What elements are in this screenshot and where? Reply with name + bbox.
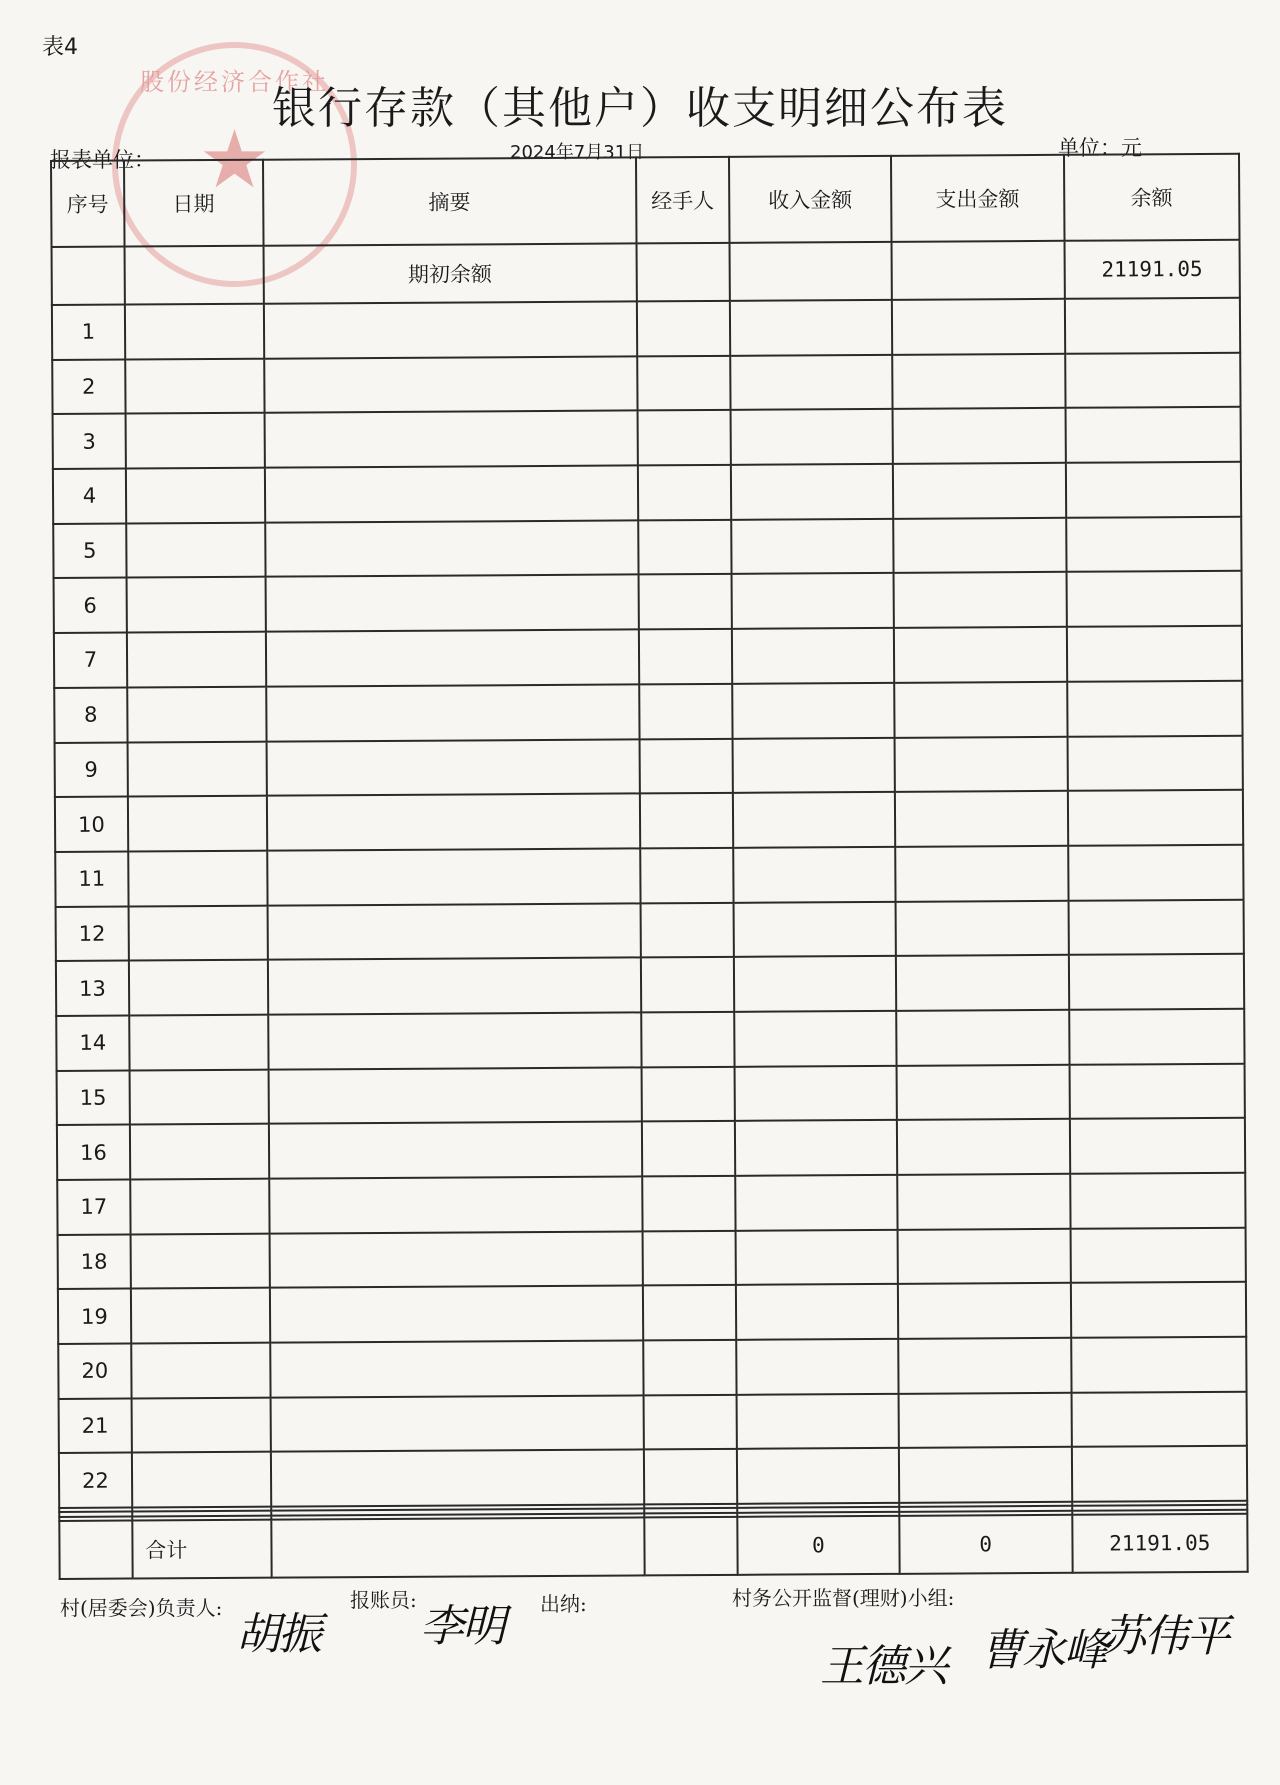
row-seq: 12	[56, 906, 129, 961]
cell	[269, 1122, 643, 1179]
cell	[644, 1449, 738, 1504]
cell	[1069, 954, 1245, 1010]
cell	[270, 1395, 644, 1452]
row-seq: 9	[55, 742, 128, 797]
cell	[1065, 298, 1241, 354]
table-row	[55, 735, 1243, 797]
cell	[894, 627, 1067, 683]
cell	[128, 905, 267, 961]
cell	[1068, 899, 1244, 955]
cell	[266, 684, 640, 741]
total-label: 合计	[132, 1520, 271, 1579]
leader-label: 村(居委会)负责人:	[60, 1596, 223, 1620]
cell	[637, 356, 731, 411]
supervisor-signature-3: 苏伟平	[1102, 1611, 1228, 1662]
table-row	[52, 352, 1240, 414]
cell	[1067, 735, 1243, 791]
cell	[640, 793, 734, 848]
cell	[1071, 1337, 1247, 1393]
cell	[126, 522, 265, 578]
cell	[1067, 681, 1243, 737]
cell	[642, 1121, 736, 1176]
cell	[267, 903, 641, 960]
cell	[732, 573, 894, 629]
cell	[896, 1064, 1069, 1120]
cell	[893, 572, 1066, 628]
cell	[733, 737, 895, 793]
cell	[736, 1339, 898, 1395]
cell	[127, 687, 266, 743]
cell	[265, 575, 639, 632]
row-seq: 19	[58, 1289, 131, 1344]
cashier-label: 出纳:	[540, 1592, 587, 1616]
cell	[897, 1228, 1070, 1284]
accountant-label: 报账员:	[350, 1588, 417, 1612]
cell	[892, 408, 1065, 464]
cell	[896, 955, 1069, 1011]
seal-star-icon: ★	[198, 113, 271, 206]
cell	[641, 957, 735, 1012]
cell	[643, 1395, 737, 1450]
cell	[59, 1521, 132, 1579]
cell	[1065, 407, 1241, 463]
cell	[732, 628, 894, 684]
row-seq: 3	[53, 414, 126, 469]
cell	[266, 739, 640, 796]
total-expense: 0	[899, 1515, 1072, 1574]
table-row	[59, 1391, 1247, 1453]
table-row	[52, 298, 1240, 360]
table-row	[54, 681, 1242, 743]
cell	[642, 1176, 736, 1231]
cell	[1071, 1391, 1247, 1447]
supervisor-signature-1: 王德兴	[820, 1641, 946, 1692]
cell	[127, 632, 266, 688]
cell	[127, 741, 266, 797]
cell	[731, 519, 893, 575]
col-header-income: 收入金额	[729, 156, 891, 243]
cell	[735, 1065, 897, 1121]
cell	[125, 358, 264, 414]
col-header-balance: 余额	[1064, 154, 1240, 241]
cell	[265, 520, 639, 577]
report-unit-label: 报表单位：	[50, 148, 155, 172]
cell	[638, 574, 732, 629]
row-seq: 2	[52, 359, 125, 414]
cell	[730, 300, 892, 356]
cell	[636, 243, 730, 302]
cell	[735, 1175, 897, 1231]
cell	[131, 1288, 270, 1344]
supervisor-label: 村务公开监督(理财)小组:	[732, 1586, 955, 1610]
cell	[893, 463, 1066, 519]
table-row	[54, 571, 1242, 633]
cell	[734, 956, 896, 1012]
cell	[1070, 1227, 1246, 1283]
cell	[1069, 1009, 1245, 1065]
opening-summary: 期初余额	[263, 243, 637, 303]
table-row	[53, 407, 1241, 469]
row-seq: 15	[57, 1070, 130, 1125]
cell	[1065, 352, 1241, 408]
table-row	[57, 1063, 1245, 1125]
table-row	[57, 1118, 1245, 1180]
cell	[125, 413, 264, 469]
cell	[125, 304, 264, 360]
cell	[638, 465, 732, 520]
cell	[268, 1012, 642, 1069]
row-seq: 21	[59, 1398, 132, 1453]
row-seq: 18	[58, 1234, 131, 1289]
cell	[733, 847, 895, 903]
cell	[130, 1233, 269, 1289]
cell	[264, 301, 638, 358]
cell	[639, 738, 733, 793]
form-number: 表4	[42, 35, 78, 60]
cell	[737, 1394, 899, 1450]
currency-unit: 单位：元	[1058, 136, 1142, 160]
cell	[1067, 626, 1243, 682]
supervisor-signature-2: 曹永峰	[980, 1625, 1106, 1676]
report-date: 2024年7月31日	[510, 142, 645, 163]
cell	[131, 1397, 270, 1453]
table-row	[56, 899, 1244, 961]
cell	[271, 1517, 645, 1577]
row-seq: 8	[54, 687, 127, 742]
cell	[899, 1447, 1072, 1503]
cell	[129, 1069, 268, 1125]
table-row	[59, 1446, 1247, 1508]
row-seq: 7	[54, 633, 127, 688]
row-seq: 20	[58, 1344, 131, 1399]
opening-balance: 21191.05	[1064, 240, 1240, 299]
table-row	[53, 516, 1241, 578]
cell	[270, 1286, 644, 1343]
table-row	[55, 845, 1243, 907]
cell	[266, 630, 640, 687]
table-row	[54, 626, 1242, 688]
row-seq: 14	[56, 1015, 129, 1070]
cell	[731, 409, 893, 465]
cell	[1070, 1118, 1246, 1174]
seal-text: 股份经济合作社	[140, 68, 329, 96]
page-title: 银行存款（其他户）收支明细公布表	[272, 83, 1008, 134]
cell	[894, 682, 1067, 738]
cell	[271, 1450, 645, 1507]
table-row	[58, 1282, 1246, 1344]
cell	[896, 1010, 1069, 1066]
total-income: 0	[737, 1516, 899, 1575]
cell	[265, 465, 639, 522]
cell	[131, 1343, 270, 1399]
cell	[898, 1283, 1071, 1339]
cell	[264, 356, 638, 413]
cell	[124, 246, 263, 305]
cell	[732, 683, 894, 739]
cell	[640, 848, 734, 903]
cell	[895, 791, 1068, 847]
cell	[639, 684, 733, 739]
cell	[130, 1179, 269, 1235]
cell	[734, 901, 896, 957]
cell	[641, 1066, 735, 1121]
cell	[897, 1174, 1070, 1230]
cell	[1066, 571, 1242, 627]
leader-signature: 胡振	[236, 1609, 320, 1660]
cell	[126, 468, 265, 524]
row-seq: 5	[53, 523, 126, 578]
cell	[128, 851, 267, 907]
accountant-signature: 李明	[420, 1601, 504, 1652]
cell	[642, 1231, 736, 1286]
cell	[264, 411, 638, 468]
cell	[268, 1067, 642, 1124]
cell	[644, 1517, 738, 1576]
cell	[730, 242, 892, 301]
table-row	[55, 790, 1243, 852]
cell	[892, 299, 1065, 355]
cell	[130, 1124, 269, 1180]
cell	[891, 241, 1064, 300]
cell	[129, 960, 268, 1016]
cell	[126, 577, 265, 633]
cell	[737, 1448, 899, 1504]
cell	[637, 301, 731, 356]
table-row	[58, 1337, 1246, 1399]
cell	[638, 520, 732, 575]
table-row	[57, 1173, 1245, 1235]
cell	[1070, 1173, 1246, 1229]
cell	[893, 518, 1066, 574]
row-seq: 11	[55, 851, 128, 906]
cell	[733, 792, 895, 848]
cell	[1066, 516, 1242, 572]
cell	[730, 355, 892, 411]
cell	[736, 1230, 898, 1286]
cell	[267, 848, 641, 905]
row-seq: 4	[53, 469, 126, 524]
table-row	[56, 1009, 1244, 1071]
total-balance: 21191.05	[1072, 1514, 1248, 1573]
cell	[734, 1011, 896, 1067]
cell	[129, 1015, 268, 1071]
cell	[639, 629, 733, 684]
row-seq: 13	[56, 961, 129, 1016]
col-header-date: 日期	[124, 160, 263, 247]
cell	[640, 902, 734, 957]
col-header-summary: 摘要	[263, 157, 637, 245]
row-seq: 16	[57, 1125, 130, 1180]
cell	[641, 1012, 735, 1067]
cell	[269, 1176, 643, 1233]
cell	[735, 1120, 897, 1176]
cell	[897, 1119, 1070, 1175]
cell	[267, 794, 641, 851]
table-row	[53, 462, 1241, 524]
cell	[892, 353, 1065, 409]
row-seq: 6	[54, 578, 127, 633]
row-seq: 10	[55, 797, 128, 852]
ledger-table	[50, 153, 1249, 1580]
cell	[898, 1338, 1071, 1394]
cell	[1072, 1446, 1248, 1502]
cell	[268, 958, 642, 1015]
cell	[643, 1340, 737, 1395]
cell	[895, 846, 1068, 902]
header-row	[51, 154, 1240, 247]
table-row	[58, 1227, 1246, 1289]
cell	[1069, 1063, 1245, 1119]
cell	[736, 1284, 898, 1340]
cell	[1068, 790, 1244, 846]
total-row	[59, 1514, 1247, 1579]
cell	[128, 796, 267, 852]
cell	[731, 464, 893, 520]
table-row	[56, 954, 1244, 1016]
row-seq: 17	[57, 1180, 130, 1235]
cell	[894, 736, 1067, 792]
cell	[898, 1393, 1071, 1449]
col-header-handler: 经手人	[636, 157, 730, 244]
cell	[1066, 462, 1242, 518]
cell	[1068, 845, 1244, 901]
cell	[269, 1231, 643, 1288]
cell	[1071, 1282, 1247, 1338]
cell	[643, 1285, 737, 1340]
row-seq: 1	[52, 305, 125, 360]
cell	[895, 900, 1068, 956]
cell	[270, 1340, 644, 1397]
cell	[637, 410, 731, 465]
cell	[132, 1452, 271, 1508]
col-header-expense: 支出金额	[891, 155, 1064, 242]
col-header-seq: 序号	[51, 161, 124, 247]
cell	[52, 247, 125, 305]
opening-balance-row	[52, 240, 1240, 305]
row-seq: 22	[59, 1453, 132, 1508]
